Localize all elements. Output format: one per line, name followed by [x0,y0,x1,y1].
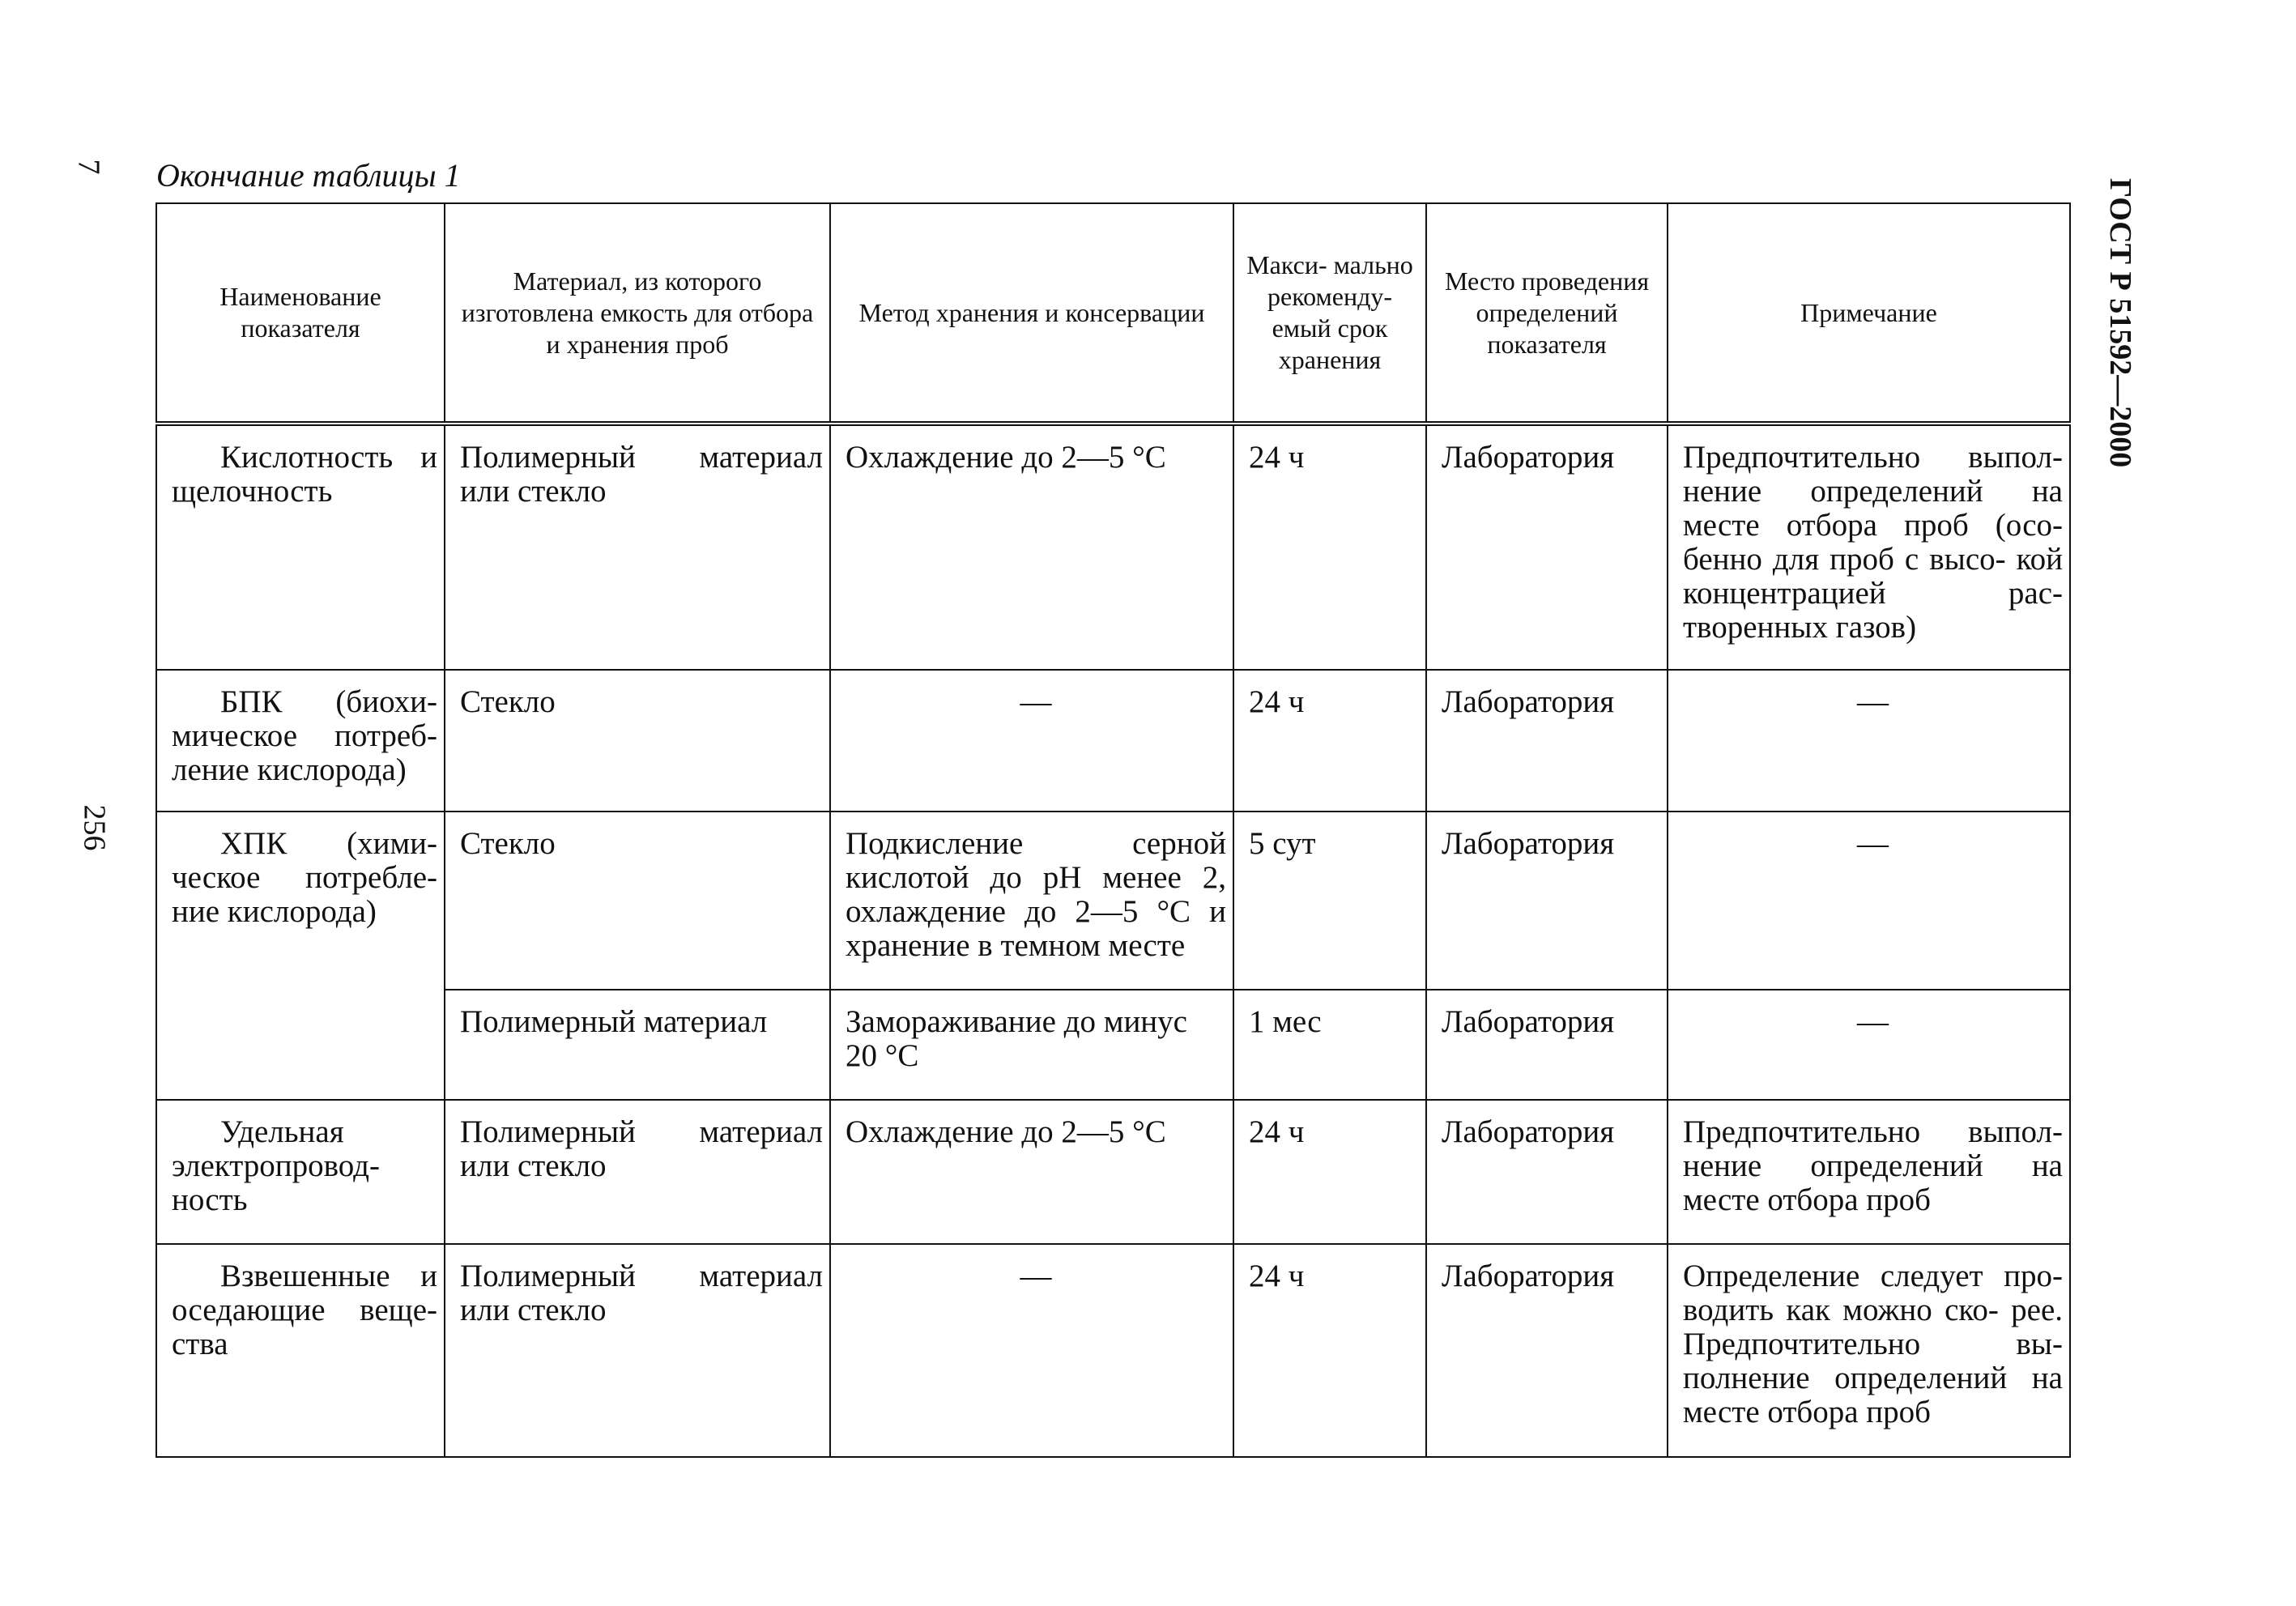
cell-note: — [1668,670,2070,812]
cell-place: Лаборатория [1426,990,1668,1100]
column-header: Наименование показателя [156,203,445,424]
cell-note: Предпочтительно выпол- нение определений на месте отбора проб [1668,1100,2070,1244]
cell-method: Замораживание до минус 20 °С [830,990,1233,1100]
cell-method: Подкисление серной кислотой до рН менее 2, охлаждение до 2—5 °С и хранение в темном месте [830,812,1233,990]
table-row [156,812,2070,990]
cell-name: Взвешенные и оседающие веще- ства [156,1244,445,1457]
column-header: Место проведения определений показателя [1426,203,1668,424]
cell-place: Лаборатория [1426,812,1668,990]
cell-material: Стекло [445,670,830,812]
cell-name: БПК (биохи- мическое потреб- ление кислорода) [156,670,445,812]
cell-name: Кислотность и щелочность [156,424,445,670]
cell-term: 24 ч [1233,424,1426,670]
cell-note: Предпочтительно выпол- нение определений на месте отбора проб (осо- бенно для проб с высо- кой концентрацией рас- творенных газов) [1668,424,2070,670]
table-row [156,1100,2070,1244]
cell-method: — [830,670,1233,812]
column-header: Макси- мально рекоменду- емый срок хранения [1233,203,1426,424]
cell-place: Лаборатория [1426,670,1668,812]
cell-material: Полимерный материал или стекло [445,1244,830,1457]
cell-name: Удельная электропровод- ность [156,1100,445,1244]
header-row [156,203,2070,424]
cell-place: Лаборатория [1426,424,1668,670]
cell-place: Лаборатория [1426,1100,1668,1244]
cell-material: Стекло [445,812,830,990]
cell-material: Полимерный материал или стекло [445,424,830,670]
cell-note: — [1668,990,2070,1100]
data-table [155,202,2071,1458]
table-row [156,670,2070,812]
cell-method: Охлаждение до 2—5 °С [830,1100,1233,1244]
cell-term: 24 ч [1233,670,1426,812]
sheet-number: 256 [77,804,112,851]
cell-method: — [830,1244,1233,1457]
cell-material: Полимерный материал или стекло [445,1100,830,1244]
page-number: 7 [71,159,106,175]
column-header: Примечание [1668,203,2070,424]
cell-method: Охлаждение до 2—5 °С [830,424,1233,670]
cell-name: ХПК (хими- ческое потребле- ние кислорода) [156,812,445,1100]
cell-term: 5 сут [1233,812,1426,990]
cell-material: Полимерный материал [445,990,830,1100]
column-header: Материал, из которого изготовлена емкость для отбора и хранения проб [445,203,830,424]
cell-term: 1 мес [1233,990,1426,1100]
cell-place: Лаборатория [1426,1244,1668,1457]
standard-code: ГОСТ Р 51592—2000 [2103,178,2137,468]
cell-term: 24 ч [1233,1244,1426,1457]
cell-note: — [1668,812,2070,990]
cell-note: Определение следует про- водить как можно ско- рее. Предпочтительно вы- полнение определений на месте отбора проб [1668,1244,2070,1457]
table-caption: Окончание таблицы 1 [156,157,461,194]
table-row [156,424,2070,670]
column-header: Метод хранения и консервации [830,203,1233,424]
cell-term: 24 ч [1233,1100,1426,1244]
table-row [156,1244,2070,1457]
